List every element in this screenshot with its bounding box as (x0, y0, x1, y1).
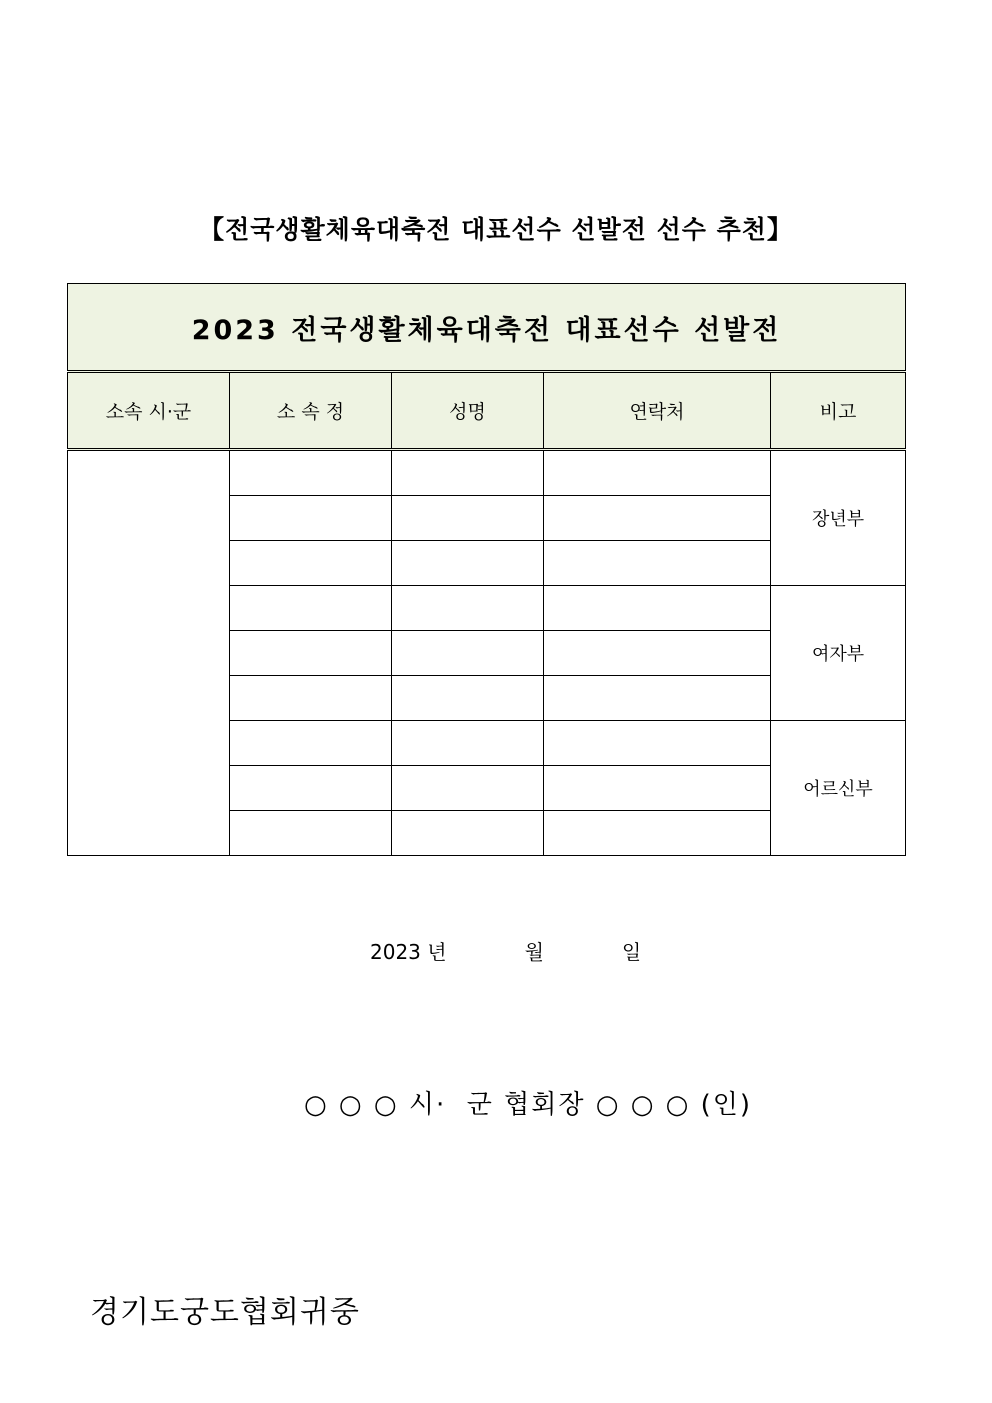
date-month-label: 월 (524, 940, 544, 964)
contact-cell[interactable] (544, 811, 771, 856)
header-affiliation-city: 소속 시·군 (68, 372, 230, 450)
header-name: 성명 (392, 372, 544, 450)
recommendation-table (67, 283, 906, 856)
club-cell[interactable] (230, 766, 392, 811)
date-year: 2023 년 (370, 940, 447, 964)
contact-cell[interactable] (544, 586, 771, 631)
name-cell[interactable] (392, 766, 544, 811)
name-cell[interactable] (392, 541, 544, 586)
contact-cell[interactable] (544, 721, 771, 766)
club-cell[interactable] (230, 586, 392, 631)
contact-cell[interactable] (544, 450, 771, 496)
club-cell[interactable] (230, 811, 392, 856)
name-cell[interactable] (392, 721, 544, 766)
name-cell[interactable] (392, 676, 544, 721)
club-cell[interactable] (230, 676, 392, 721)
table-title: 2023 전국생활체육대축전 대표선수 선발전 (68, 284, 906, 372)
header-affiliation-club: 소 속 정 (230, 372, 392, 450)
club-cell[interactable] (230, 541, 392, 586)
table-row (68, 450, 906, 496)
contact-cell[interactable] (544, 631, 771, 676)
date-day-label: 일 (621, 940, 642, 964)
affiliation-city-cell[interactable] (68, 450, 230, 856)
signature-line: ○ ○ ○ 시· 군 협회장 ○ ○ ○ (인) (303, 1090, 752, 1120)
contact-cell[interactable] (544, 676, 771, 721)
header-remarks: 비고 (771, 372, 906, 450)
name-cell[interactable] (392, 586, 544, 631)
header-contact: 연락처 (544, 372, 771, 450)
date-line (370, 936, 641, 965)
name-cell[interactable] (392, 811, 544, 856)
group-label-senior: 장년부 (771, 450, 906, 586)
contact-cell[interactable] (544, 496, 771, 541)
recipient: 경기도궁도협회귀중 (90, 1295, 360, 1330)
name-cell[interactable] (392, 631, 544, 676)
club-cell[interactable] (230, 631, 392, 676)
name-cell[interactable] (392, 450, 544, 496)
group-label-women: 여자부 (771, 586, 906, 721)
club-cell[interactable] (230, 450, 392, 496)
contact-cell[interactable] (544, 766, 771, 811)
club-cell[interactable] (230, 496, 392, 541)
contact-cell[interactable] (544, 541, 771, 586)
page-heading: 【전국생활체육대축전 대표선수 선발전 선수 추천】 (199, 215, 793, 244)
name-cell[interactable] (392, 496, 544, 541)
club-cell[interactable] (230, 721, 392, 766)
group-label-elderly: 어르신부 (771, 721, 906, 856)
